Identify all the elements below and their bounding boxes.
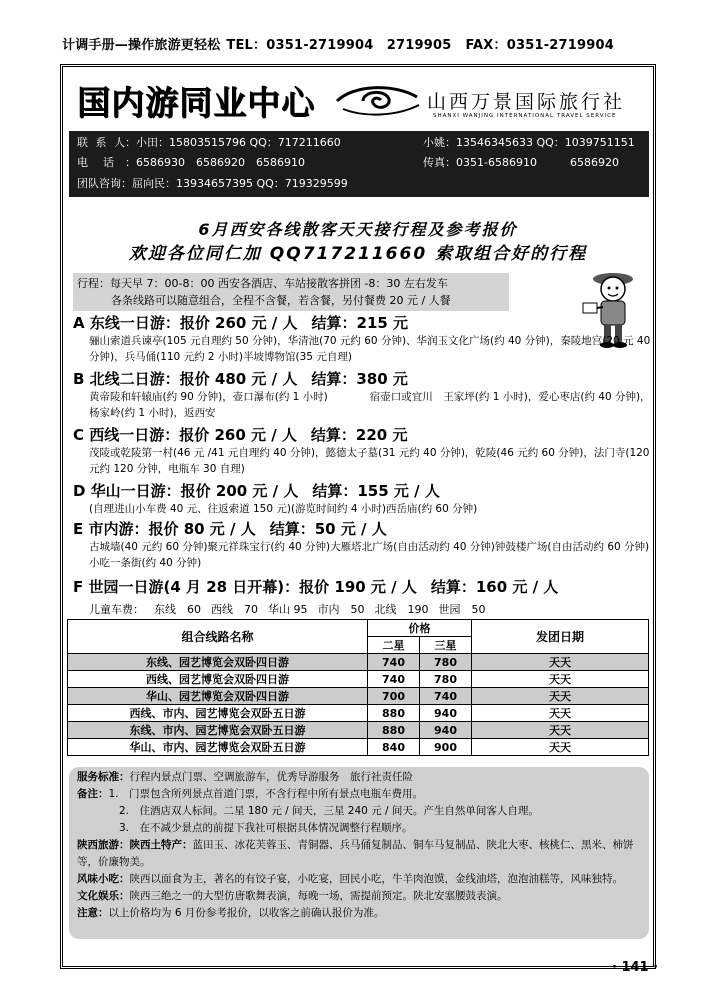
col-two-star: 二星 bbox=[368, 637, 420, 654]
row-two-star: 880 bbox=[368, 722, 420, 739]
route-d-settle: 结算：155 元 / 人 bbox=[312, 482, 440, 500]
route-a-price: A 东线一日游：报价 260 元 / 人 bbox=[73, 314, 298, 332]
route-d bbox=[73, 481, 653, 517]
route-c-price: C 西线一日游：报价 260 元 / 人 bbox=[73, 426, 297, 444]
phone-label: 电 话 bbox=[77, 156, 116, 169]
itinerary-note bbox=[73, 273, 509, 311]
child-fee-city: 市内 50 bbox=[317, 603, 365, 616]
row-name: 东线、园艺博览会双卧四日游 bbox=[68, 654, 368, 671]
col-date-header: 发团日期 bbox=[472, 620, 649, 654]
header bbox=[63, 67, 653, 190]
route-c-desc: 茂陵或乾陵第一村(46 元 /41 元自理约 40 分钟)，懿德太子墓(31 元约 40 分钟)，乾陵(46 元约 60 分钟)，法门寺(120 元约 120 分钟，电瓶车 30 自理) bbox=[89, 447, 650, 475]
fax-numbers: 传真：0351-6586910 6586920 bbox=[423, 156, 619, 169]
contact-row-3 bbox=[77, 174, 348, 194]
contact-yao: 小姚：13546345633 QQ：1039751151 bbox=[423, 136, 635, 149]
child-fee-label: 儿童车费： bbox=[89, 603, 144, 616]
local-food: 风味小吃：陕西以面食为主，著名的有饺子宴，小吃宴，回民小吃，牛羊肉泡馍，金线油塔，泡泡油糕等，风味独特。 bbox=[77, 873, 623, 885]
ad-frame bbox=[60, 64, 656, 969]
table-row bbox=[68, 705, 649, 722]
child-fee-expo: 世园 50 bbox=[438, 603, 486, 616]
row-three-star: 780 bbox=[420, 654, 472, 671]
route-e-desc: 古城墙(40 元约 60 分钟)聚元祥珠宝行(约 40 分钟)大雁塔北广场(自由活动约 40 分钟)钟鼓楼广场(自由活动约 60 分钟)小吃一条街(约 40 分钟) bbox=[89, 541, 650, 569]
row-two-star: 840 bbox=[368, 739, 420, 756]
row-two-star: 700 bbox=[368, 688, 420, 705]
row-three-star: 940 bbox=[420, 722, 472, 739]
route-f bbox=[73, 577, 653, 597]
row-name: 西线、园艺博览会双卧四日游 bbox=[68, 671, 368, 688]
table-row bbox=[68, 671, 649, 688]
remark-2: 2. 住酒店双人标间。二星 180 元 / 间天，三星 240 元 / 间天。产生自然单间客人自理。 bbox=[119, 805, 539, 817]
row-name: 西线、市内、园艺博览会双卧五日游 bbox=[68, 705, 368, 722]
route-d-price: D 华山一日游：报价 200 元 / 人 bbox=[73, 482, 299, 500]
phone-numbers: 6586930 6586920 6586910 bbox=[136, 156, 305, 169]
combo-price-table bbox=[67, 619, 649, 756]
contact-bar bbox=[69, 131, 649, 197]
remark-3: 3. 在不减少景点的前提下我社可根据具体情况调整行程顺序。 bbox=[119, 822, 413, 834]
attention: 注意：以上价格均为 6 月份参考报价，以收客之前确认报价为准。 bbox=[77, 907, 385, 919]
slogan: 计调手册—操作旅游更轻松 bbox=[62, 38, 221, 53]
row-date: 天天 bbox=[472, 671, 649, 688]
row-two-star: 880 bbox=[368, 705, 420, 722]
route-e bbox=[73, 519, 653, 571]
row-three-star: 940 bbox=[420, 705, 472, 722]
route-b-price: B 北线二日游：报价 480 元 / 人 bbox=[73, 370, 298, 388]
child-fee-west: 西线 70 bbox=[211, 603, 258, 616]
route-e-settle: 结算：50 元 / 人 bbox=[269, 520, 387, 538]
route-e-price: E 市内游：报价 80 元 / 人 bbox=[73, 520, 256, 538]
child-fee-east: 东线 60 bbox=[154, 603, 201, 616]
local-products: 陕西旅游：陕西土特产：蓝田玉、冰花芙蓉玉、青铜器、兵马俑复制品、铜车马复制品、陕北大枣、核桃仁、黑米、柿饼等，价廉物美。 bbox=[77, 839, 634, 868]
route-a bbox=[73, 313, 653, 365]
itinerary-line-1: 行程：每天早 7：00-8：00 西安各酒店、车站接散客拼团 -8：30 左右发车 bbox=[77, 277, 448, 290]
col-price-header: 价格 bbox=[368, 620, 472, 637]
row-two-star: 740 bbox=[368, 671, 420, 688]
contact-row-1: 联 系 人：小田：15803515796 QQ：717211660 小姚：13546345633 QQ：1039751151 bbox=[77, 133, 341, 153]
route-d-desc: (自理进山小车费 40 元、往返索道 150 元)(游览时间约 4 小时)西岳庙(约 60 分钟) bbox=[89, 503, 478, 515]
route-b bbox=[73, 369, 653, 421]
page-number: · 141 · bbox=[612, 960, 659, 975]
notes-box bbox=[69, 767, 649, 939]
top-banner bbox=[62, 34, 654, 53]
col-three-star: 三星 bbox=[420, 637, 472, 654]
row-date: 天天 bbox=[472, 722, 649, 739]
brand-title: 国内游同业中心 bbox=[77, 83, 315, 122]
top-telephone: TEL：0351-2719904 2719905 bbox=[226, 38, 452, 53]
route-a-desc: 骊山索道兵谏亭(105 元自理约 50 分钟)，华清池(70 元约 60 分钟)、华润玉文化广场(约 40 分钟)，秦陵地宫(20 元 40 分钟)，兵马俑(110 元约 2 小时)半坡博物馆(35 元自理) bbox=[89, 335, 651, 363]
contact-label: 联 系 人 bbox=[77, 136, 127, 149]
remark-1: 备注：1. 门票包含所列景点首道门票，不含行程中所有景点电瓶车费用。 bbox=[77, 788, 424, 800]
row-three-star: 780 bbox=[420, 671, 472, 688]
row-three-star: 900 bbox=[420, 739, 472, 756]
row-name: 华山、市内、园艺博览会双卧五日游 bbox=[68, 739, 368, 756]
contact-row-2: 电 话 ：6586930 6586920 6586910 传真：0351-6586910 6586920 bbox=[77, 153, 305, 173]
contact-tian: 小田：15803515796 QQ：717211660 bbox=[136, 136, 341, 149]
col-name-header: 组合线路名称 bbox=[68, 620, 368, 654]
row-two-star: 740 bbox=[368, 654, 420, 671]
route-a-settle: 结算：215 元 bbox=[311, 314, 409, 332]
route-b-settle: 结算：380 元 bbox=[311, 370, 408, 388]
headline-2: 欢迎各位同仁加 QQ717211660 索取组合好的行程 bbox=[128, 244, 588, 264]
group-consult: 团队咨询：屈向民：13934657395 QQ：719329599 bbox=[77, 177, 348, 190]
row-date: 天天 bbox=[472, 739, 649, 756]
company-name: 山西万景国际旅行社 bbox=[427, 91, 626, 113]
table-row bbox=[68, 688, 649, 705]
row-name: 华山、园艺博览会双卧四日游 bbox=[68, 688, 368, 705]
row-name: 东线、市内、园艺博览会双卧五日游 bbox=[68, 722, 368, 739]
route-c-settle: 结算：220 元 bbox=[310, 426, 408, 444]
child-fee-north: 北线 190 bbox=[374, 603, 429, 616]
headline-1: 6月西安各线散客天天接行程及参考报价 bbox=[198, 220, 518, 239]
itinerary-line-2: 各条线路可以随意组合，全程不含餐，若含餐，另付餐费 20 元 / 人餐 bbox=[111, 294, 451, 307]
swirl-logo-icon bbox=[333, 81, 423, 119]
entertainment: 文化娱乐：陕西三绝之一的大型仿唐歌舞表演，每晚一场，需提前预定。陕北安塞腰鼓表演。 bbox=[77, 890, 508, 902]
row-three-star: 740 bbox=[420, 688, 472, 705]
row-date: 天天 bbox=[472, 654, 649, 671]
row-date: 天天 bbox=[472, 705, 649, 722]
child-fee-huashan: 华山 95 bbox=[268, 603, 308, 616]
route-b-desc: 黄帝陵和轩辕庙(约 90 分钟)，壶口瀑布(约 1 小时) 宿壶口或宜川 王家坪(约 1 小时)，爱心枣店(约 40 分钟)，杨家岭(约 1 小时)，返西安 bbox=[89, 391, 651, 419]
route-c bbox=[73, 425, 653, 477]
row-date: 天天 bbox=[472, 688, 649, 705]
table-row bbox=[68, 722, 649, 739]
service-standard: 服务标准：行程内景点门票、空调旅游车，优秀导游服务 旅行社责任险 bbox=[77, 771, 413, 783]
table-row bbox=[68, 739, 649, 756]
route-f-settle: 结算：160 元 / 人 bbox=[430, 578, 559, 596]
table-row bbox=[68, 654, 649, 671]
route-f-price: F 世园一日游(4 月 28 日开幕)：报价 190 元 / 人 bbox=[73, 578, 417, 596]
child-fee bbox=[89, 601, 496, 617]
top-fax: FAX：0351-2719904 bbox=[465, 38, 615, 53]
company-name-english: SHANXI WANJING INTERNATIONAL TRAVEL SERVICE bbox=[433, 113, 617, 119]
